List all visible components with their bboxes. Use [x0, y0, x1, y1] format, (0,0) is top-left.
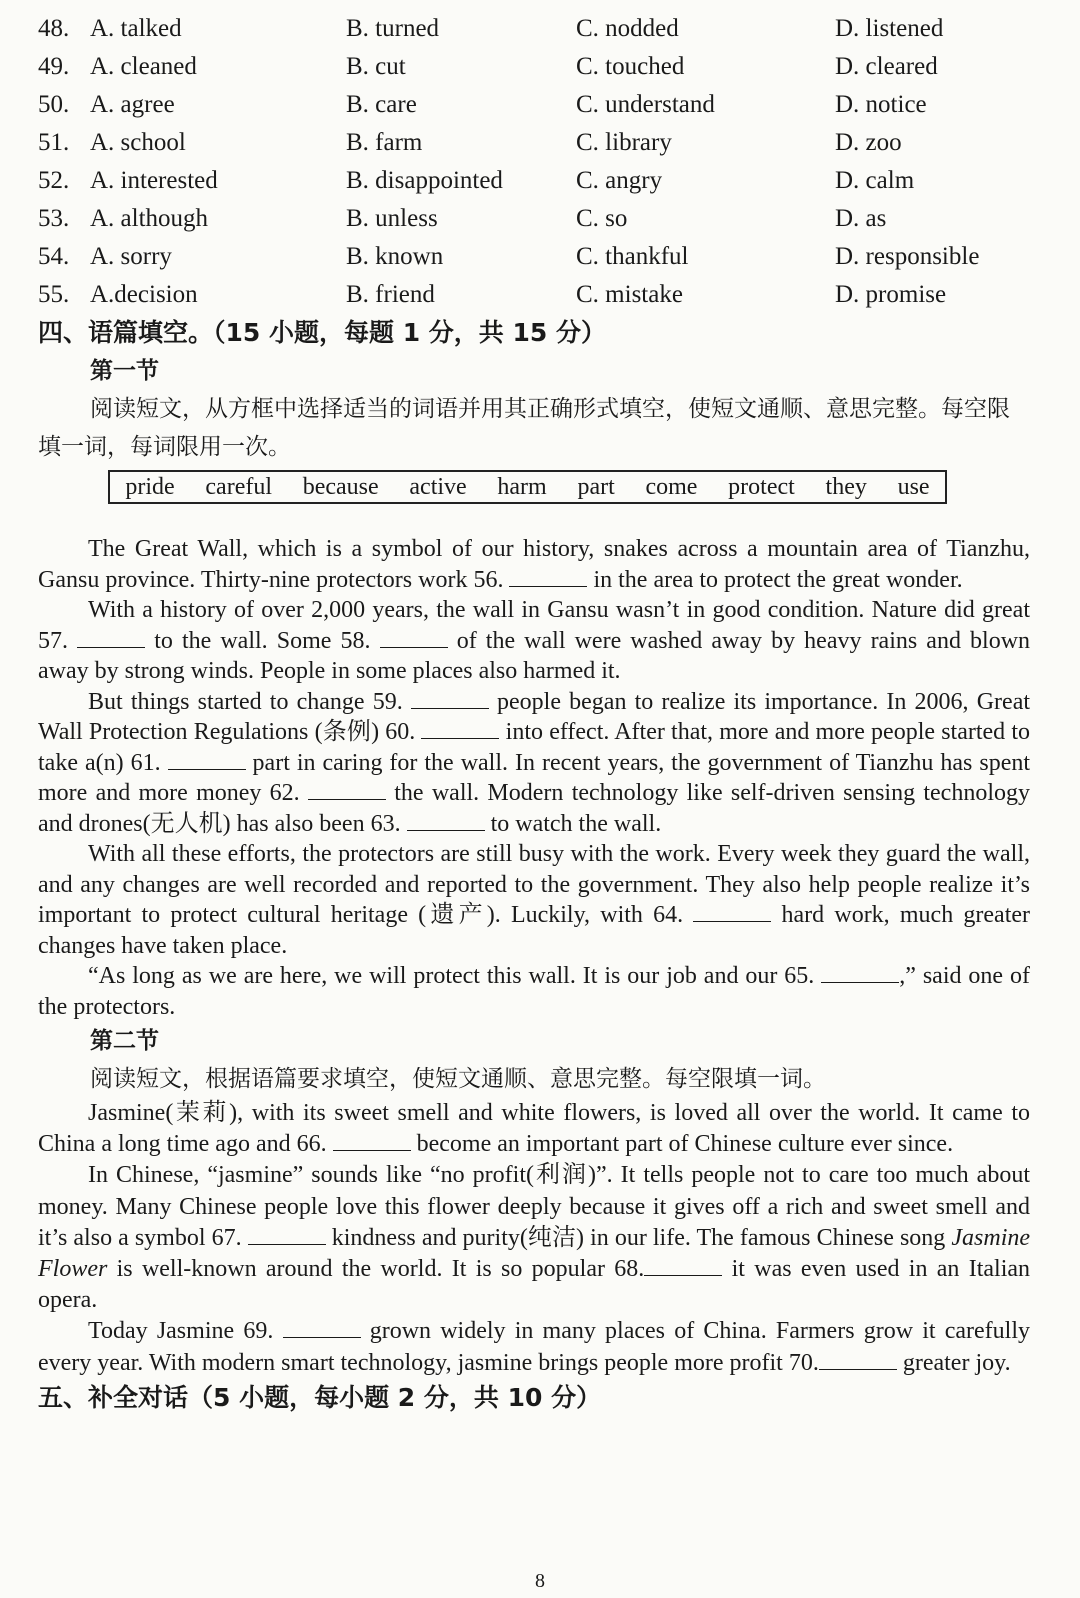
text: In Chinese, “jasmine” sounds like “no profit(利润)”. It tells people not to care too much about money. Many Chinese people love this flower deeply because it gives off a rich and sweet smell and it’s also a symbol 67.: [38, 1162, 1030, 1251]
text: people began to realize its importance. In 2006, Great Wall Protection Regulations (条例) 60.: [38, 688, 1031, 745]
choice-row: [38, 238, 1030, 276]
paragraph: [38, 839, 1030, 961]
text: to the wall. Some 58.: [154, 627, 371, 654]
text: But things started to change 59.: [88, 688, 403, 715]
passage-great-wall: [38, 534, 1030, 1022]
option-c[interactable]: C. angry: [576, 167, 663, 194]
option-d[interactable]: D. zoo: [835, 129, 902, 156]
blank-59[interactable]: [411, 690, 489, 709]
option-c[interactable]: C. touched: [576, 53, 685, 80]
option-a[interactable]: A. interested: [90, 167, 218, 194]
paragraph: [38, 1160, 1030, 1316]
option-c[interactable]: C. library: [576, 129, 672, 156]
blank-66[interactable]: [333, 1132, 411, 1151]
text: grown widely in many places of China. Farmers grow it carefully every year. With modern smart technology, jasmine brings people more profit 70.: [38, 1318, 1031, 1376]
text: hard work, much greater changes have taken place.: [38, 902, 1031, 959]
choice-row: [38, 162, 1030, 200]
option-c[interactable]: C. understand: [576, 91, 715, 118]
section-title-5: 五、补全对话（5 小题，每小题 2 分，共 10 分）: [38, 1382, 602, 1412]
choice-row: [38, 276, 1030, 314]
option-d[interactable]: D. as: [835, 205, 887, 232]
blank-70[interactable]: [819, 1351, 897, 1370]
option-b[interactable]: B. cut: [346, 53, 406, 80]
option-a[interactable]: A. agree: [90, 91, 175, 118]
blank-62[interactable]: [308, 781, 386, 800]
choice-row: [38, 124, 1030, 162]
section-title-4: 四、语篇填空。（15 小题，每题 1 分，共 15 分）: [38, 318, 606, 347]
option-d[interactable]: D. listened: [835, 15, 944, 42]
text: Jasmine(茉莉), with its sweet smell and white flowers, is loved all over the world. It came to China a long time ago and 66.: [38, 1100, 1030, 1158]
option-b[interactable]: B. known: [346, 243, 444, 270]
text: ,” said one of the protectors.: [38, 963, 1030, 1020]
part2-title: 第二节: [90, 1028, 159, 1054]
question-number: 49.: [38, 53, 70, 80]
paragraph: [38, 687, 1030, 840]
part2-instruction: 阅读短文，根据语篇要求填空，使短文通顺、意思完整。每空限填一词。: [90, 1066, 826, 1092]
option-b[interactable]: B. care: [346, 91, 417, 118]
blank-67[interactable]: [248, 1226, 326, 1245]
text: become an important part of Chinese culture ever since.: [416, 1131, 954, 1158]
paragraph: [38, 1098, 1030, 1160]
question-number: 53.: [38, 205, 70, 232]
option-d[interactable]: D. calm: [835, 167, 915, 194]
text: in the area to protect the great wonder.: [593, 566, 963, 593]
word-option: careful: [205, 473, 272, 500]
passage-jasmine: [38, 1098, 1030, 1379]
blank-61[interactable]: [168, 751, 246, 770]
option-b[interactable]: B. unless: [346, 205, 438, 232]
option-a[interactable]: A. talked: [90, 15, 182, 42]
choice-row: [38, 86, 1030, 124]
paragraph: [38, 961, 1030, 1022]
option-a[interactable]: A. sorry: [90, 243, 172, 270]
text: of the wall were washed away by heavy rains and blown away by strong winds. People in some places also harmed it.: [38, 627, 1031, 684]
blank-57[interactable]: [77, 629, 145, 648]
text: greater joy.: [902, 1349, 1011, 1376]
page-number: 8: [535, 1570, 545, 1592]
text: to watch the wall.: [490, 810, 662, 837]
blank-58[interactable]: [380, 629, 448, 648]
text: the wall. Modern technology like self-driven sensing technology and drones(无人机) has also been 63.: [38, 780, 1031, 837]
blank-69[interactable]: [283, 1319, 361, 1338]
text: is well-known around the world. It is so popular 68.: [116, 1256, 645, 1283]
paragraph: [38, 1316, 1030, 1378]
blank-64[interactable]: [693, 903, 771, 922]
part1-title: 第一节: [90, 358, 159, 384]
text: “As long as we are here, we will protect this wall. It is our job and our 65.: [88, 963, 815, 989]
option-d[interactable]: D. promise: [835, 281, 947, 308]
part1-instruction: 阅读短文，从方框中选择适当的词语并用其正确形式填空，使短文通顺、意思完整。每空限填一词，每词限用一次。: [38, 396, 1010, 460]
option-c[interactable]: C. so: [576, 205, 628, 232]
option-c[interactable]: C. thankful: [576, 243, 689, 270]
option-a[interactable]: A. cleaned: [90, 53, 197, 80]
choice-row: [38, 200, 1030, 238]
option-a[interactable]: A. although: [90, 205, 209, 232]
option-a[interactable]: A. school: [90, 129, 186, 156]
question-number: 54.: [38, 243, 70, 270]
choice-row: [38, 10, 1030, 48]
word-option: part: [577, 473, 615, 500]
song-title: Jasmine Flower: [38, 1224, 1031, 1283]
text: kindness and purity(纯洁) in our life. The famous Chinese song: [331, 1224, 946, 1251]
paragraph: [38, 534, 1030, 595]
option-a[interactable]: A.decision: [90, 281, 198, 308]
blank-65[interactable]: [821, 964, 899, 983]
blank-63[interactable]: [407, 812, 485, 831]
question-number: 55.: [38, 281, 70, 308]
option-c[interactable]: C. mistake: [576, 281, 683, 308]
word-option: active: [409, 473, 467, 500]
option-b[interactable]: B. turned: [346, 15, 440, 42]
word-option: protect: [728, 473, 795, 500]
word-option: harm: [497, 473, 547, 500]
blank-56[interactable]: [509, 568, 587, 587]
blank-68[interactable]: [644, 1257, 722, 1276]
question-number: 48.: [38, 15, 70, 42]
word-option: use: [897, 473, 930, 500]
choice-row: [38, 48, 1030, 86]
option-d[interactable]: D. notice: [835, 91, 927, 118]
word-option: come: [645, 473, 698, 500]
word-option: pride: [125, 473, 175, 500]
question-number: 52.: [38, 167, 70, 194]
exam-page: [38, 0, 1030, 1417]
question-number: 51.: [38, 129, 70, 156]
option-b[interactable]: B. disappointed: [346, 167, 503, 194]
word-option: because: [302, 473, 379, 500]
option-b[interactable]: B. friend: [346, 281, 435, 308]
option-d[interactable]: D. responsible: [835, 243, 980, 270]
text: Today Jasmine 69.: [88, 1318, 274, 1345]
option-d[interactable]: D. cleared: [835, 53, 938, 80]
word-box: [108, 470, 947, 504]
choice-table: [38, 10, 1030, 314]
blank-60[interactable]: [421, 720, 499, 739]
text: it was even used in an Italian opera.: [38, 1256, 1031, 1314]
text: With all these efforts, the protectors are still busy with the work. Every week they guard the wall, and any changes are well recorded and reported to the government. They also help people realize it’s important to protect cultural heritage (遗产). Luckily, with 64.: [38, 841, 1030, 928]
option-c[interactable]: C. nodded: [576, 15, 679, 42]
word-option: they: [825, 473, 867, 500]
option-b[interactable]: B. farm: [346, 129, 423, 156]
text: With a history of over 2,000 years, the wall in Gansu wasn’t in good condition. Nature did great 57.: [38, 597, 1030, 654]
text: part in caring for the wall. In recent years, the government of Tianzhu has spent more and more money 62.: [38, 749, 1031, 806]
question-number: 50.: [38, 91, 70, 118]
text: into effect. After that, more and more people started to take a(n) 61.: [38, 719, 1031, 776]
paragraph: [38, 595, 1030, 687]
text: The Great Wall, which is a symbol of our history, snakes across a mountain area of Tianzhu, Gansu province. Thirty-nine protectors work 56.: [38, 536, 1030, 593]
